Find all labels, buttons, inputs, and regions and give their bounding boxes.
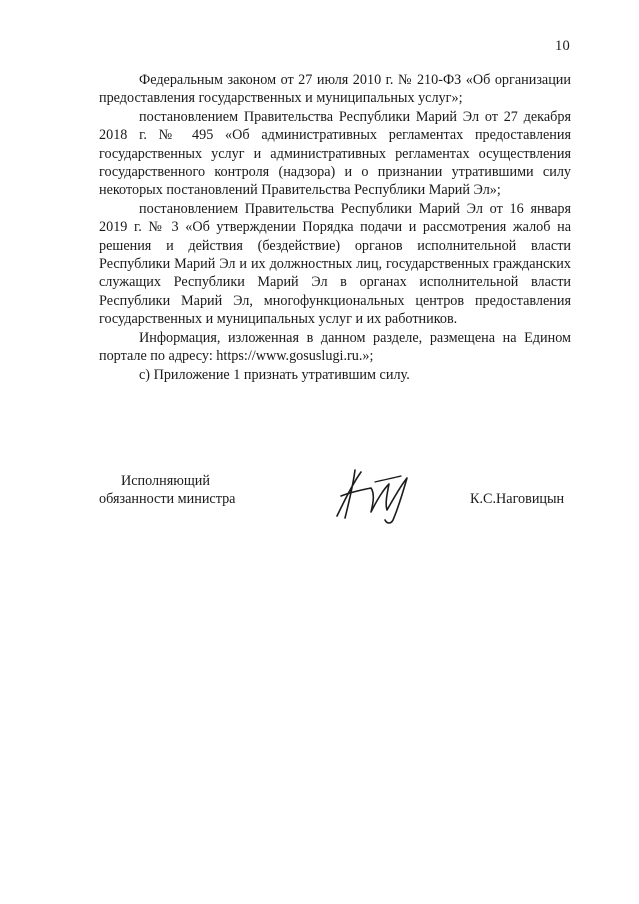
handwritten-signature: [331, 464, 423, 526]
paragraph-federal-law: Федеральным законом от 27 июля 2010 г. № 210-ФЗ «Об организации предоставления государственных и муниципальных услуг»;: [99, 72, 571, 107]
paragraph-appendix: с) Приложение 1 признать утратившим силу.: [139, 366, 410, 383]
signer-title-line-1: Исполняющий: [121, 473, 210, 489]
body-text: [99, 71, 571, 384]
signer-title-line-2: обязанности министра: [99, 491, 236, 508]
paragraph-information: Информация, изложенная в данном разделе, размещена на Едином портале по адресу: https://www.gosuslugi.ru.»;: [99, 329, 571, 365]
signer-name: К.С.Наговицын: [470, 491, 565, 508]
page-number: 10: [555, 38, 571, 54]
paragraph-resolution-495: постановлением Правительства Республики Марий Эл от 27 декабря 2018 г. № 495 «Об административных регламентах предоставления государственных услуг и административных регламентах осуществления государственного контроля (надзора) и о признании утратившими силу некоторых постановлений Правительства Республики Марий Эл»;: [99, 108, 571, 199]
signature-block: [99, 472, 571, 532]
paragraph-resolution-3: постановлением Правительства Республики Марий Эл от 16 января 2019 г. № 3 «Об утверждении Порядка подачи и рассмотрения жалоб на решения и действия (бездействие) органов исполнительной власти Республики Марий Эл и их должностных лиц, государственных гражданских служащих Республики Марий Эл в органах исполнительной власти Республики Марий Эл, многофункциональных центров предоставления государственных и муниципальных услуг и их работников.: [99, 200, 571, 328]
